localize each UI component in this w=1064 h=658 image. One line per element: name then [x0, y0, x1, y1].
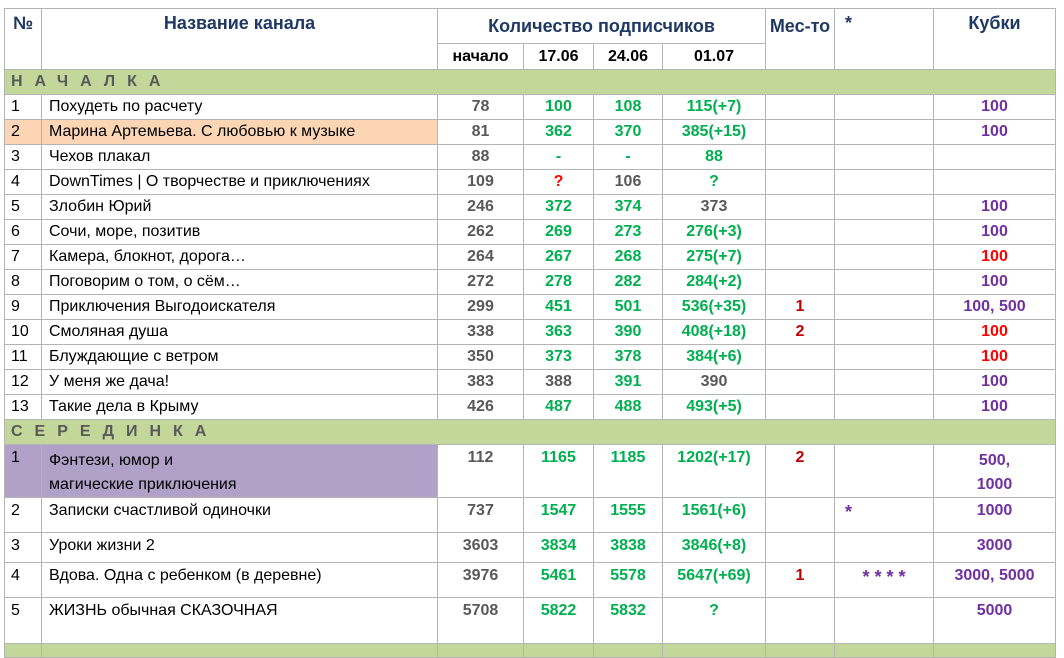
value-d1: 487 [524, 395, 594, 420]
start-value: 350 [438, 345, 524, 370]
place [766, 370, 835, 395]
value-d3: 493(+5) [663, 395, 766, 420]
table-row [5, 563, 1056, 598]
empty-cell [835, 644, 934, 658]
value-d3: 1202(+17) [663, 445, 766, 498]
value-d3: 3846(+8) [663, 533, 766, 563]
place [766, 145, 835, 170]
value-d3: 390 [663, 370, 766, 395]
value-d3: ? [663, 598, 766, 644]
value-d3: ? [663, 170, 766, 195]
start-value: 109 [438, 170, 524, 195]
value-d3: 88 [663, 145, 766, 170]
empty-cell [766, 644, 835, 658]
star [835, 245, 934, 270]
table-row [5, 170, 1056, 195]
value-d3: 284(+2) [663, 270, 766, 295]
channel-name: Поговорим о том, о сём… [42, 270, 438, 295]
value-d2: 5832 [594, 598, 663, 644]
header-start: начало [438, 44, 524, 70]
start-value: 5708 [438, 598, 524, 644]
header-date-3: 01.07 [663, 44, 766, 70]
channel-name: Блуждающие с ветром [42, 345, 438, 370]
value-d3: 275(+7) [663, 245, 766, 270]
row-num: 8 [5, 270, 42, 295]
row-num: 2 [5, 498, 42, 533]
value-d3: 5647(+69) [663, 563, 766, 598]
value-d2: 1185 [594, 445, 663, 498]
table-row [5, 395, 1056, 420]
table-row [5, 195, 1056, 220]
value-d2: - [594, 145, 663, 170]
row-num: 1 [5, 445, 42, 498]
value-d3: 276(+3) [663, 220, 766, 245]
place [766, 170, 835, 195]
header-cups: Кубки [934, 9, 1056, 70]
channel-name-line-2: магические приключения [49, 476, 237, 493]
value-d2: 488 [594, 395, 663, 420]
table-row [5, 598, 1056, 644]
start-value: 112 [438, 445, 524, 498]
star [835, 533, 934, 563]
channel-name: ЖИЗНЬ обычная СКАЗОЧНАЯ [42, 598, 438, 644]
value-d1: 372 [524, 195, 594, 220]
channel-name: Камера, блокнот, дорога… [42, 245, 438, 270]
table-row [5, 445, 1056, 498]
cups: 100 [934, 270, 1056, 295]
value-d2: 390 [594, 320, 663, 345]
place [766, 533, 835, 563]
value-d3: 408(+18) [663, 320, 766, 345]
channel-name: Сочи, море, позитив [42, 220, 438, 245]
header-star: * [835, 9, 934, 70]
value-d3: 384(+6) [663, 345, 766, 370]
empty-cell [594, 644, 663, 658]
header-place: Мес-то [766, 9, 835, 70]
table-row [5, 270, 1056, 295]
row-num: 5 [5, 598, 42, 644]
section-row [5, 644, 1056, 658]
cups: 3000, 5000 [934, 563, 1056, 598]
subscribers-table [4, 8, 1056, 658]
start-value: 426 [438, 395, 524, 420]
value-d3: 373 [663, 195, 766, 220]
star [835, 145, 934, 170]
header-num: № [5, 9, 42, 70]
row-num: 12 [5, 370, 42, 395]
value-d1: 3834 [524, 533, 594, 563]
row-num: 13 [5, 395, 42, 420]
star [835, 598, 934, 644]
start-value: 737 [438, 498, 524, 533]
value-d2: 370 [594, 120, 663, 145]
header-date-2: 24.06 [594, 44, 663, 70]
header-subscribers: Количество подписчиков [438, 9, 766, 44]
cups: 100 [934, 345, 1056, 370]
channel-name: У меня же дача! [42, 370, 438, 395]
value-d2: 3838 [594, 533, 663, 563]
star [835, 295, 934, 320]
cups: 100 [934, 245, 1056, 270]
channel-name [42, 445, 438, 498]
channel-name-line-1: Фэнтези, юмор и [49, 452, 174, 469]
value-d2: 391 [594, 370, 663, 395]
table-row [5, 498, 1056, 533]
cups-line-2: 1000 [976, 476, 1013, 493]
channel-name: Смоляная душа [42, 320, 438, 345]
value-d2: 282 [594, 270, 663, 295]
row-num: 4 [5, 563, 42, 598]
star [835, 370, 934, 395]
value-d1: 100 [524, 95, 594, 120]
star [835, 270, 934, 295]
start-value: 383 [438, 370, 524, 395]
value-d2: 5578 [594, 563, 663, 598]
header-date-1: 17.06 [524, 44, 594, 70]
section-title: СЕРЕДИНКА [5, 420, 1056, 445]
value-d2: 106 [594, 170, 663, 195]
empty-cell [663, 644, 766, 658]
cups: 100 [934, 320, 1056, 345]
header-channel-name: Название канала [42, 9, 438, 70]
start-value: 81 [438, 120, 524, 145]
place [766, 220, 835, 245]
place [766, 195, 835, 220]
star [835, 120, 934, 145]
table-row [5, 220, 1056, 245]
empty-cell [5, 644, 42, 658]
cups: 100 [934, 195, 1056, 220]
value-d1: 5461 [524, 563, 594, 598]
table-row [5, 533, 1056, 563]
value-d1: 363 [524, 320, 594, 345]
value-d1: 5822 [524, 598, 594, 644]
value-d1: 373 [524, 345, 594, 370]
cups: 100 [934, 395, 1056, 420]
row-num: 5 [5, 195, 42, 220]
start-value: 262 [438, 220, 524, 245]
start-value: 272 [438, 270, 524, 295]
value-d3: 385(+15) [663, 120, 766, 145]
star [835, 170, 934, 195]
cups [934, 145, 1056, 170]
value-d1: 1165 [524, 445, 594, 498]
section-row [5, 70, 1056, 95]
table-row [5, 145, 1056, 170]
place [766, 270, 835, 295]
channel-name: Записки счастливой одиночки [42, 498, 438, 533]
place [766, 120, 835, 145]
table-row [5, 295, 1056, 320]
value-d1: 362 [524, 120, 594, 145]
channel-name: Такие дела в Крыму [42, 395, 438, 420]
place [766, 598, 835, 644]
cups: 1000 [934, 498, 1056, 533]
start-value: 88 [438, 145, 524, 170]
place: 1 [766, 563, 835, 598]
channel-name: Чехов плакал [42, 145, 438, 170]
section-title: НАЧАЛКА [5, 70, 1056, 95]
cups: 100 [934, 370, 1056, 395]
star: * * * * [835, 563, 934, 598]
value-d2: 273 [594, 220, 663, 245]
value-d3: 115(+7) [663, 95, 766, 120]
row-num: 7 [5, 245, 42, 270]
empty-cell [524, 644, 594, 658]
cups: 5000 [934, 598, 1056, 644]
start-value: 246 [438, 195, 524, 220]
place [766, 395, 835, 420]
start-value: 78 [438, 95, 524, 120]
value-d1: - [524, 145, 594, 170]
value-d2: 108 [594, 95, 663, 120]
row-num: 9 [5, 295, 42, 320]
value-d1: 388 [524, 370, 594, 395]
cups: 100 [934, 120, 1056, 145]
value-d2: 378 [594, 345, 663, 370]
start-value: 3976 [438, 563, 524, 598]
star [835, 220, 934, 245]
cups: 100, 500 [934, 295, 1056, 320]
value-d2: 374 [594, 195, 663, 220]
place [766, 95, 835, 120]
table-row [5, 320, 1056, 345]
star [835, 345, 934, 370]
channel-name: DownTimes | О творчестве и приключениях [42, 170, 438, 195]
table-row [5, 95, 1056, 120]
row-num: 3 [5, 145, 42, 170]
value-d2: 501 [594, 295, 663, 320]
channel-name: Похудеть по расчету [42, 95, 438, 120]
place [766, 345, 835, 370]
star [835, 395, 934, 420]
row-num: 6 [5, 220, 42, 245]
empty-cell [438, 644, 524, 658]
value-d2: 1555 [594, 498, 663, 533]
star: * [835, 498, 934, 533]
channel-name: Приключения Выгодоискателя [42, 295, 438, 320]
table-row [5, 245, 1056, 270]
empty-cell [42, 644, 438, 658]
start-value: 264 [438, 245, 524, 270]
channel-name: Уроки жизни 2 [42, 533, 438, 563]
star [835, 95, 934, 120]
value-d1: 451 [524, 295, 594, 320]
table-row [5, 370, 1056, 395]
value-d3: 1561(+6) [663, 498, 766, 533]
cups: 100 [934, 95, 1056, 120]
channel-name: Вдова. Одна с ребенком (в деревне) [42, 563, 438, 598]
value-d1: 267 [524, 245, 594, 270]
start-value: 299 [438, 295, 524, 320]
value-d1: 269 [524, 220, 594, 245]
cups [934, 445, 1056, 498]
row-num: 4 [5, 170, 42, 195]
channel-name: Злобин Юрий [42, 195, 438, 220]
value-d3: 536(+35) [663, 295, 766, 320]
cups [934, 170, 1056, 195]
cups: 100 [934, 220, 1056, 245]
section-row [5, 420, 1056, 445]
place [766, 245, 835, 270]
table-row [5, 120, 1056, 145]
value-d1: ? [524, 170, 594, 195]
start-value: 3603 [438, 533, 524, 563]
start-value: 338 [438, 320, 524, 345]
value-d1: 278 [524, 270, 594, 295]
table-row [5, 345, 1056, 370]
row-num: 3 [5, 533, 42, 563]
star [835, 320, 934, 345]
row-num: 2 [5, 120, 42, 145]
value-d1: 1547 [524, 498, 594, 533]
place: 2 [766, 445, 835, 498]
star [835, 445, 934, 498]
channel-name: Марина Артемьева. С любовью к музыке [42, 120, 438, 145]
row-num: 1 [5, 95, 42, 120]
place: 2 [766, 320, 835, 345]
cups-line-1: 500, [978, 452, 1011, 469]
value-d2: 268 [594, 245, 663, 270]
row-num: 10 [5, 320, 42, 345]
star [835, 195, 934, 220]
place [766, 498, 835, 533]
place: 1 [766, 295, 835, 320]
empty-cell [934, 644, 1056, 658]
cups: 3000 [934, 533, 1056, 563]
row-num: 11 [5, 345, 42, 370]
